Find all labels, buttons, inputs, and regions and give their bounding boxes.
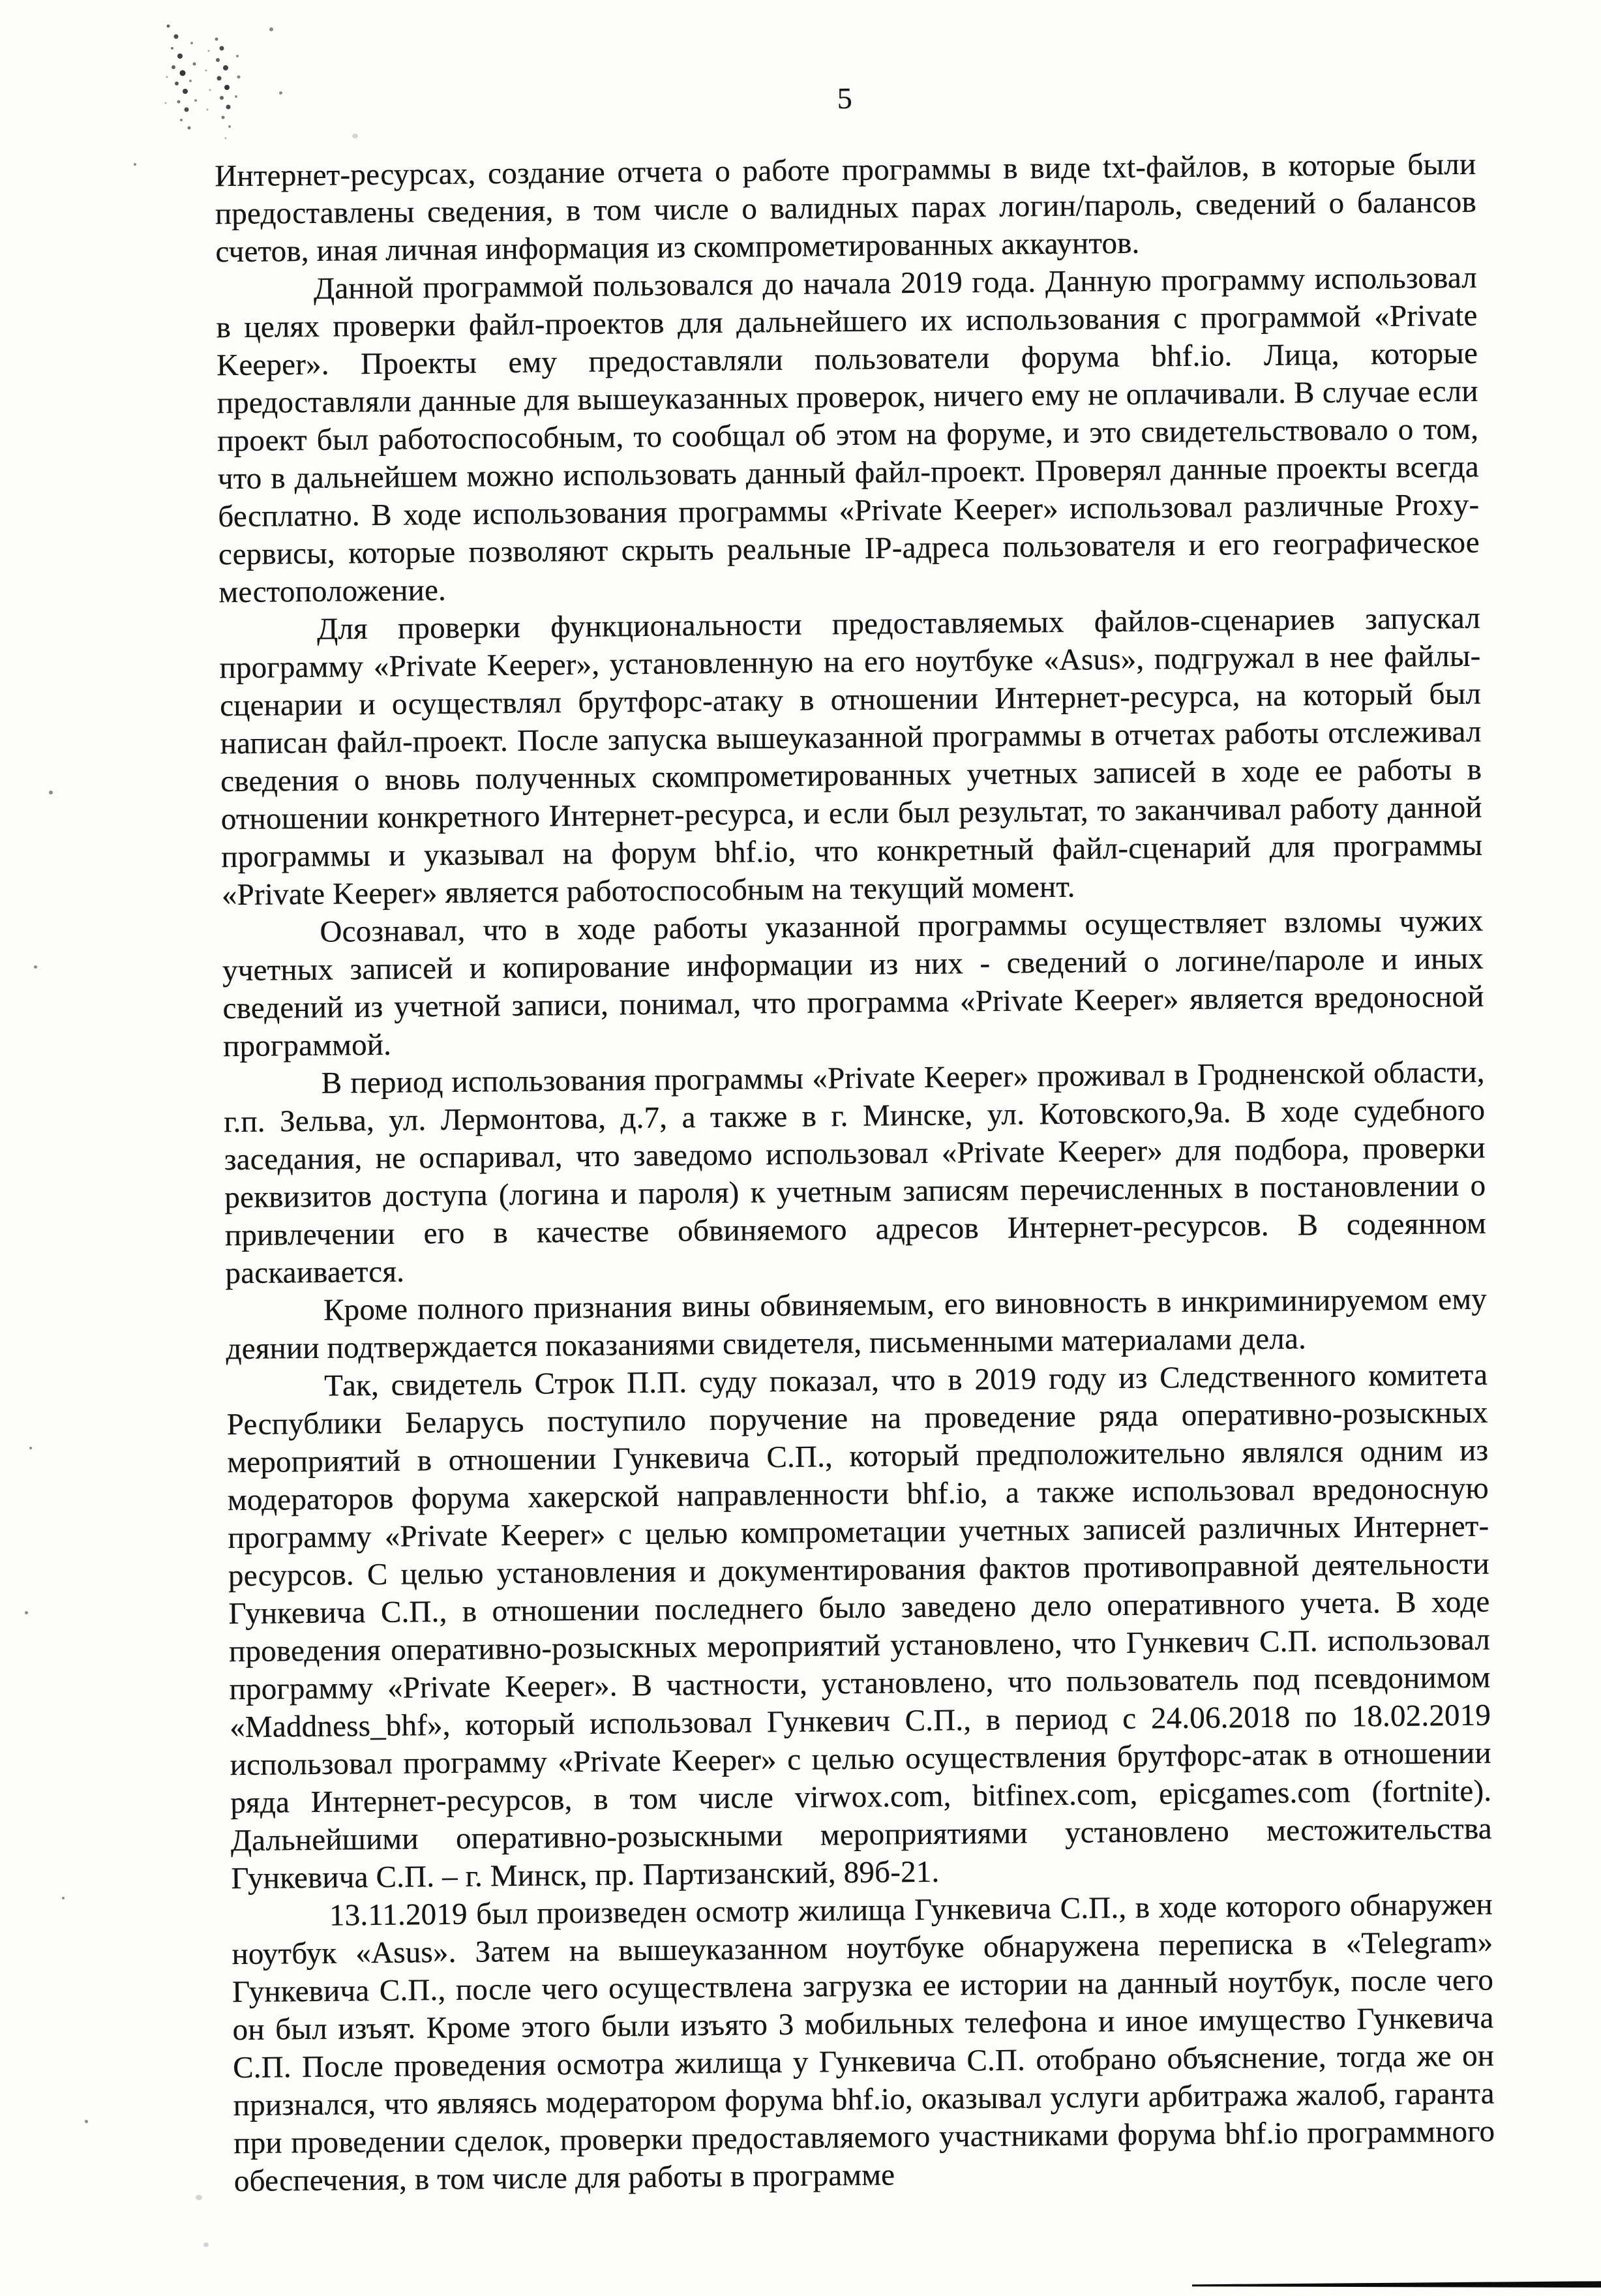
document-content (214, 74, 1495, 2200)
scan-speck (269, 27, 273, 31)
page-number: 5 (837, 81, 853, 115)
scan-speck (196, 2195, 202, 2200)
scan-speck (85, 2120, 88, 2123)
scan-speck (203, 2243, 209, 2247)
scan-speck (25, 1611, 28, 1614)
scan-speck (34, 965, 37, 969)
paragraph: В период использования программы «Private Keeper» проживал в Гродненской области, г.п. Зельва, ул. Лермонтова, д.7, а также в г. Минске, ул. Котовского,9а. В ходе судебного заседания, не оспаривал, что заведомо использовал «Private Keeper» для подбора, проверки реквизитов доступа (логина и пароля) к учетным записям перечисленных в постановлении о привлечении его в качестве обвиняемого адресов Интернет-ресурсов. В содеянном раскаивается. (224, 1055, 1487, 1291)
scan-speck (29, 1447, 32, 1449)
scan-speck (62, 1897, 65, 1899)
paragraph: Данной программой пользовался до начала 2019 года. Данную программу использовал в целях проверки файл-проектов для дальнейшего их использования с программой «Private Keeper». Проекты ему предоставляли пользователи форума bhf.io. Лица, которые предоставляли данные для вышеуказанных проверок, ничего ему не оплачивали. В случае если проект был работоспособным, то сообщал об этом на форуме, и это свидетельствовало о том, что в дальнейшем можно использовать данный файл-проект. Проверял данные проекты всегда бесплатно. В ходе использования программы «Private Keeper» использовал различные Proxy-сервисы, которые позволяют скрыть реальные IP-адреса пользователя и его географическое местоположение. (216, 260, 1480, 610)
paragraph: Интернет-ресурсах, создание отчета о работе программы в виде txt-файлов, в которые были предоставлены сведения, в том числе о валидных парах логин/пароль, сведений о балансов счетов, иная личная информация из скомпрометированных аккаунтов. (215, 147, 1477, 269)
paragraph: Кроме полного признания вины обвиняемым, его виновность в инкриминируемом ему деянии подтверждается показаниями свидетеля, письменными материалами дела. (226, 1282, 1488, 1367)
paragraph: Осознавал, что в ходе работы указанной программы осуществляет взломы чужих учетных записей и копирование информации из них - сведений о логине/пароле и иных сведений из учетной записи, понимал, что программа «Private Keeper» является вредоносной программой. (222, 903, 1484, 1064)
scan-speck (49, 791, 53, 794)
paragraph: Для проверки функциональности предоставляемых файлов-сценариев запускал программу «Private Keeper», установленную на его ноутбуке «Asus», подгружал в нее файлы-сценарии и осуществлял брутфорс-атаку в отношении Интернет-ресурса, на который был написан файл-проект. После запуска вышеуказанной программы в отчетах работы отслеживал сведения о вновь полученных скомпрометированных учетных записей в ходе ее работы в отношении конкретного Интернет-ресурса, и если был результат, то заканчивал работу данной программы и указывал на форум bhf.io, что конкретный файл-сценарий для программы «Private Keeper» является работоспособным на текущий момент. (219, 601, 1483, 913)
paragraph: 13.11.2019 был произведен осмотр жилища Гункевича С.П., в ходе которого обнаружен ноутбук «Asus». Затем на вышеуказанном ноутбуке обнаружена переписка в «Telegram» Гункевича С.П., после чего осуществлена загрузка ее истории на данный ноутбук, после чего он был изъят. Кроме этого были изъято 3 мобильных телефона и иное имущество Гункевича С.П. После проведения осмотра жилища у Гункевича С.П. отобрано объяснение, тогда же он признался, что являясь модератором форума bhf.io, оказывал услуги арбитража жалоб, гаранта при проведении сделок, проверки предоставляемого участниками форума bhf.io программного обеспечения, в том числе для работы в программе (232, 1887, 1495, 2199)
scan-edge-line (1192, 2281, 1601, 2289)
scan-speck (134, 163, 136, 166)
paragraph: Так, свидетель Строк П.П. суду показал, что в 2019 году из Следственного комитета Республики Беларусь поступило поручение на проведение ряда оперативно-розыскных мероприятий в отношении Гункевича С.П., который предположительно являлся одним из модераторов форума хакерской направленности bhf.io, а также использовал вредоносную программу «Private Keeper» с целью компрометации учетных записей различных Интернет-ресурсов. С целью установления и документирования фактов противоправной деятельности Гункевича С.П., в отношении последнего было заведено дело оперативного учета. В ходе проведения оперативно-розыскных мероприятий установлено, что Гункевич С.П. использовал программу «Private Keeper». В частности, установлено, что пользователь под псевдонимом «Maddness_bhf», который использовал Гункевич С.П., в период с 24.06.2018 по 18.02.2019 использовал программу «Private Keeper» с целью осуществления брутфорс-атак в отношении ряда Интернет-ресурсов, в том числе virwox.com, bitfinex.com, epicgames.com (fortnite). Дальнейшими оперативно-розыскными мероприятиями установлено местожительства Гункевича С.П. – г. Минск, пр. Партизанский, 89б-21. (226, 1357, 1493, 1896)
document-body (215, 145, 1495, 2200)
